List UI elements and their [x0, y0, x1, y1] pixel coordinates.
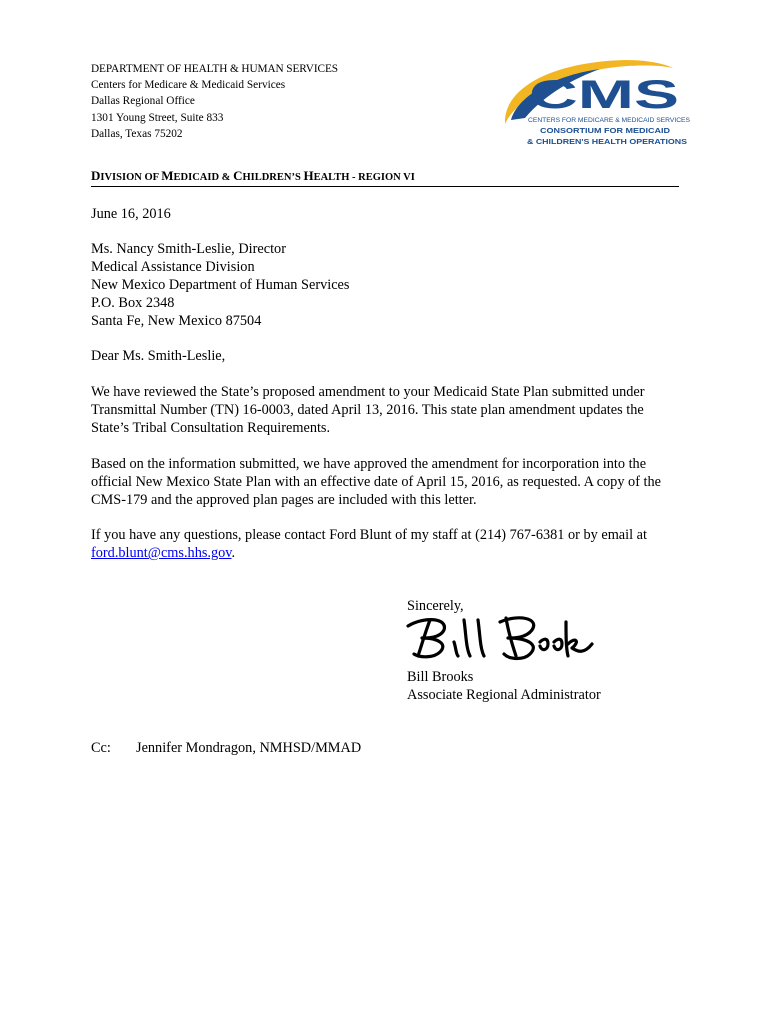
- division-initial-h: H: [303, 168, 314, 183]
- contact-text-end: .: [231, 545, 236, 561]
- email-link[interactable]: ford.blunt@cms.hhs.gov: [91, 545, 232, 561]
- paragraph-review: We have reviewed the State’s proposed amendment to your Medicaid State Plan submitted under Transmittal Number (TN) 16-0003, dated April 13, 2016. This state plan amendment updates the State’s Tribal Consultation Requirements.: [91, 384, 645, 436]
- cms-logo-mark: CMS: [529, 73, 679, 117]
- office-street: 1301 Young Street, Suite 833: [91, 111, 224, 124]
- agency-name: Centers for Medicare & Medicaid Services: [91, 79, 286, 92]
- paragraph-contact: [91, 526, 683, 562]
- signer-block: [407, 668, 601, 704]
- letterhead: [91, 61, 338, 142]
- recipient-line: P.O. Box 2348: [91, 295, 175, 311]
- recipient-address: [91, 240, 683, 330]
- division-word-hildrens: HILDREN’S: [242, 172, 304, 183]
- division-header: [91, 168, 679, 187]
- division-word-edicaid: EDICAID &: [173, 172, 234, 183]
- cc-line: [91, 739, 361, 757]
- division-initial-c: C: [233, 168, 243, 183]
- division-initial-d: D: [91, 168, 101, 183]
- paragraph-approval: Based on the information submitted, we have approved the amendment for incorporation into the official New Mexico State Plan with an effective date of April 15, 2016, as requested. A copy of the CMS-179 and the approved plan pages are included with this letter.: [91, 456, 662, 508]
- signer-title: Associate Regional Administrator: [407, 687, 601, 703]
- cc-label: Cc:: [91, 740, 111, 756]
- recipient-line: New Mexico Department of Human Services: [91, 277, 350, 293]
- division-word-ealth-region: EALTH - REGION VI: [313, 172, 415, 183]
- closing: Sincerely,: [407, 598, 464, 614]
- signature: [400, 608, 595, 668]
- department-name: DEPARTMENT OF HEALTH & HUMAN SERVICES: [91, 63, 338, 75]
- letter-date: June 16, 2016: [91, 206, 171, 222]
- office-city: Dallas, Texas 75202: [91, 127, 183, 140]
- cms-logo-consortium-line1: CONSORTIUM FOR MEDICAID: [540, 126, 670, 135]
- office-name: Dallas Regional Office: [91, 95, 195, 108]
- salutation: Dear Ms. Smith-Leslie,: [91, 348, 226, 364]
- contact-text: If you have any questions, please contact Ford Blunt of my staff at (214) 767-6381 or by email at: [91, 527, 647, 543]
- recipient-line: Medical Assistance Division: [91, 259, 255, 275]
- cms-logo-consortium-line2: & CHILDREN'S HEALTH OPERATIONS: [527, 137, 688, 146]
- recipient-line: Ms. Nancy Smith-Leslie, Director: [91, 241, 286, 257]
- division-word-ivision: IVISION OF: [100, 172, 162, 183]
- signer-name: Bill Brooks: [407, 669, 474, 685]
- cms-logo: [495, 54, 695, 150]
- cms-logo-tagline: CENTERS FOR MEDICARE & MEDICAID SERVICES: [528, 117, 690, 124]
- cc-value: Jennifer Mondragon, NMHSD/MMAD: [136, 740, 362, 756]
- recipient-line: Santa Fe, New Mexico 87504: [91, 313, 262, 329]
- division-initial-m: M: [161, 168, 174, 183]
